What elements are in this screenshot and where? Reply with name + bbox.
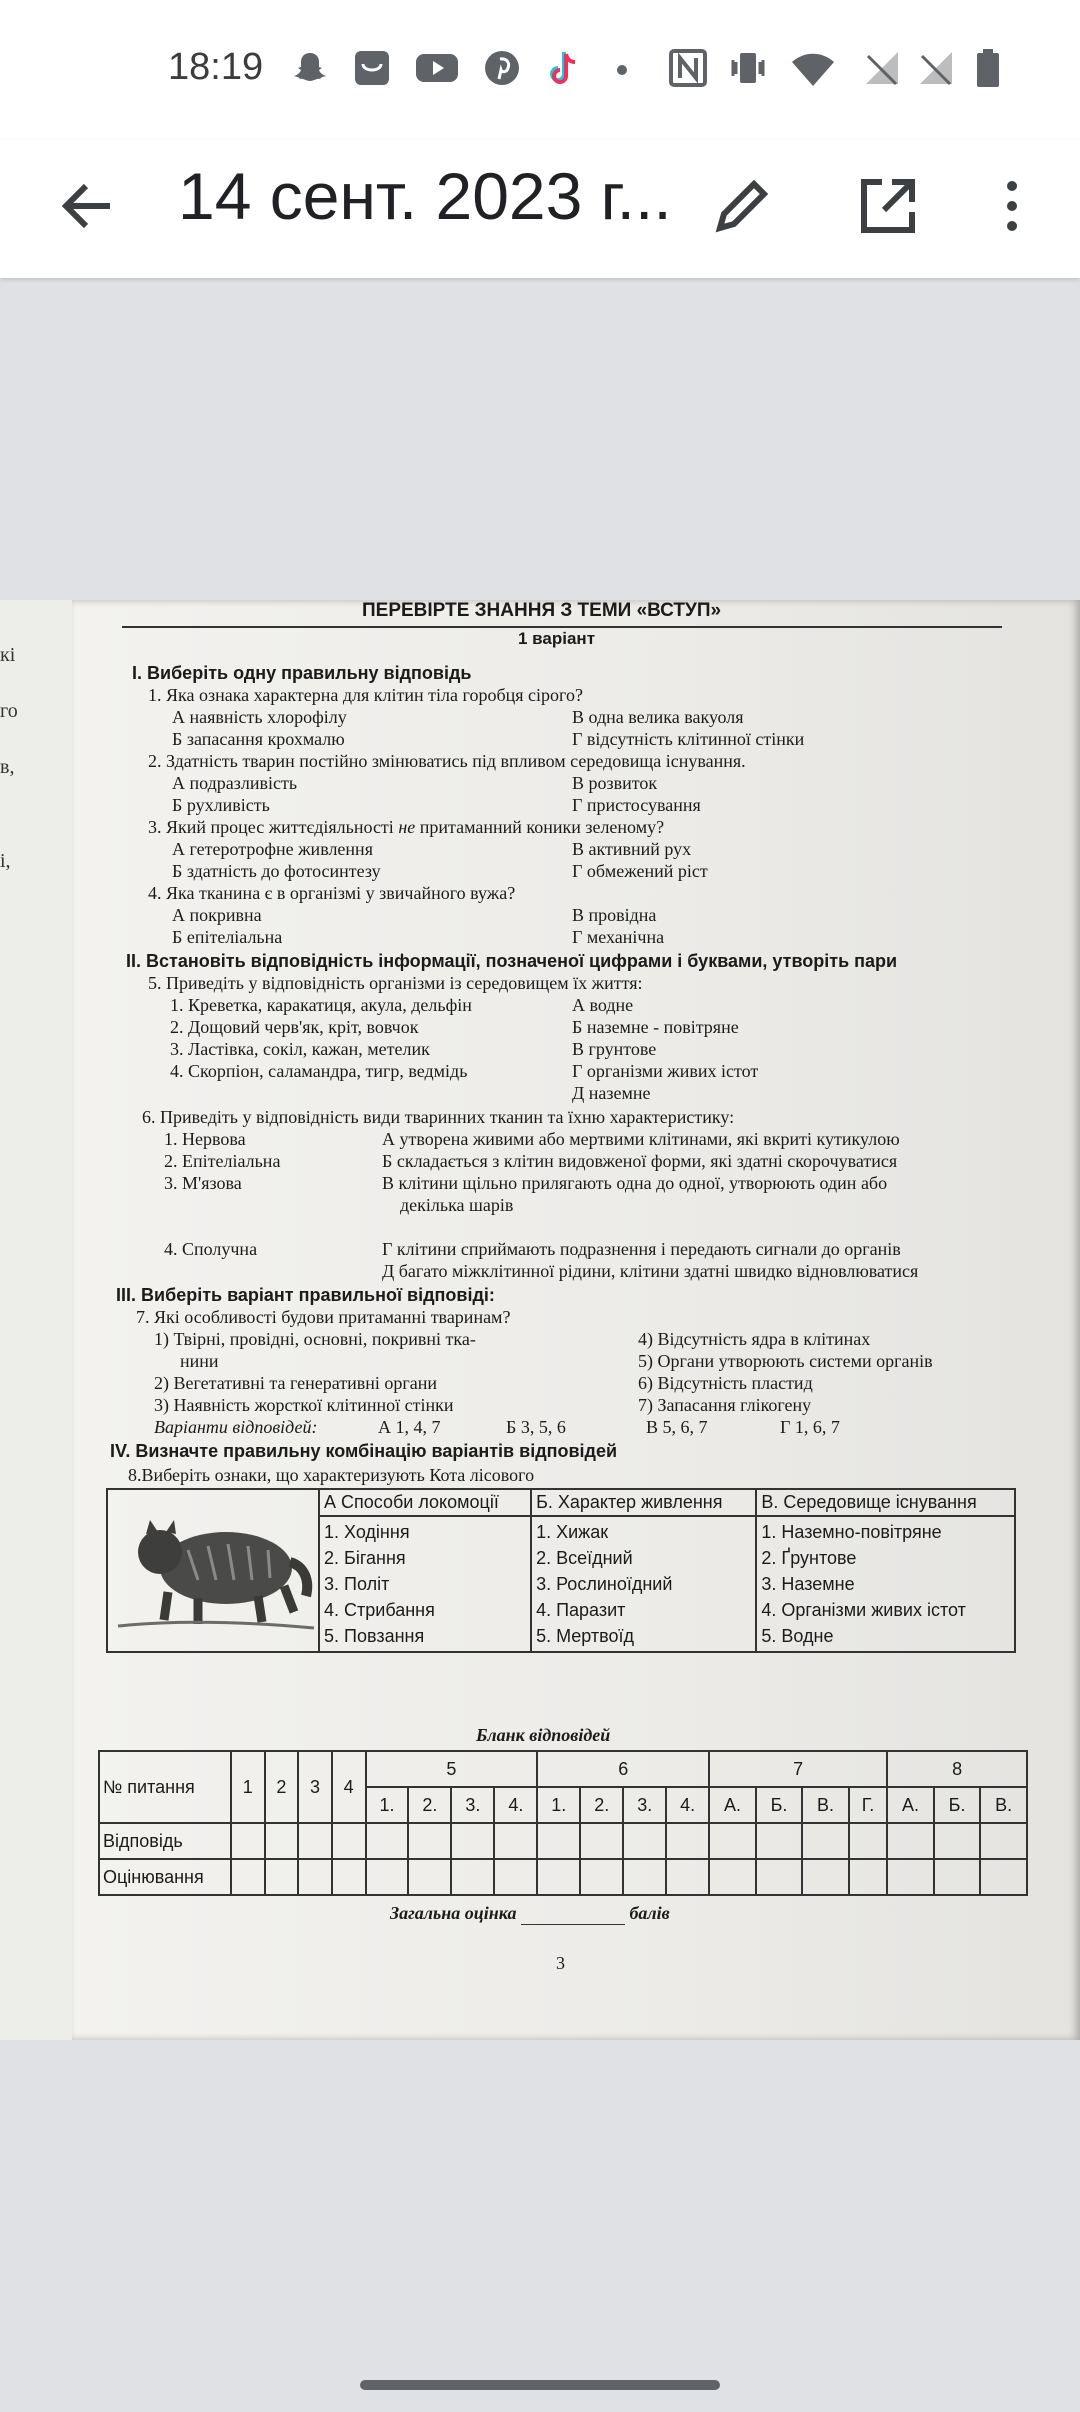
q4-option-b: Б епітеліальна	[172, 927, 283, 947]
nutrition-item: 5. Мертвоїд	[536, 1626, 635, 1646]
q-sub-cell: 1.	[537, 1787, 580, 1823]
variant-option: Г 1, 6, 7	[780, 1417, 840, 1437]
more-vert-icon[interactable]	[982, 170, 1042, 242]
left-page-edge	[0, 600, 72, 2040]
edit-pencil-icon[interactable]	[706, 170, 778, 242]
question-4: 4. Яка тканина є в організмі у звичайного вужа?	[148, 883, 516, 903]
left-page-fragment: кі	[0, 644, 16, 666]
q6-left-item: 2. Епітеліальна	[164, 1151, 281, 1171]
habitat-item: 3. Наземне	[761, 1574, 855, 1594]
total-blank-line	[521, 1902, 625, 1925]
nutrition-item: 3. Рослиноїдний	[536, 1574, 673, 1594]
q2-option-c: В розвиток	[572, 773, 658, 793]
worksheet-page	[72, 600, 1080, 2040]
question-1: 1. Яка ознака характерна для клітин тіла горобця сірого?	[148, 685, 583, 705]
question-5: 5. Приведіть у відповідність організми із середовищем їх життя:	[148, 973, 643, 993]
answer-cell	[537, 1823, 580, 1859]
q-sub-cell: Г.	[849, 1787, 887, 1823]
q6-right-item: декілька шарів	[400, 1195, 514, 1215]
answer-cell	[934, 1823, 980, 1859]
left-page-fragment: в,	[0, 756, 15, 778]
grade-cell	[451, 1859, 494, 1895]
answer-cell	[849, 1823, 887, 1859]
q7-right-item: 6) Відсутність пластид	[638, 1373, 813, 1393]
q6-left-item: 1. Нервова	[164, 1129, 246, 1149]
q-sub-cell: В.	[802, 1787, 849, 1823]
q7-left-item: 2) Вегетативні та генеративні органи	[154, 1373, 437, 1393]
nutrition-options	[531, 1516, 756, 1652]
q-sub-cell: А.	[709, 1787, 756, 1823]
grade-cell	[887, 1859, 934, 1895]
q1-option-d: Г відсутність клітинної стінки	[572, 729, 805, 749]
section-2-title: ІІ. Встановіть відповідність інформації, позначеної цифрами і буквами, утворіть пари	[126, 951, 898, 971]
q5-left-item: 3. Ластівка, сокіл, кажан, метелик	[170, 1039, 430, 1059]
answer-cell	[802, 1823, 849, 1859]
q5-left-item: 4. Скорпіон, саламандра, тигр, ведмідь	[170, 1061, 468, 1081]
grade-cell	[849, 1859, 887, 1895]
q1-option-a: А наявність хлорофілу	[172, 707, 347, 727]
question-7: 7. Які особливості будови притаманні тваринам?	[136, 1307, 511, 1327]
grade-cell	[494, 1859, 537, 1895]
question-2: 2. Здатність тварин постійно змінюватись під впливом середовища існування.	[148, 751, 746, 771]
q7-left-item: 1) Твірні, провідні, основні, покривні тка-	[154, 1329, 476, 1349]
question-8: 8.Виберіть ознаки, що характеризують Кота лісового	[128, 1465, 535, 1485]
answer-sheet-title: Бланк відповідей	[476, 1725, 611, 1745]
grade-cell	[623, 1859, 666, 1895]
q7-right-item: 5) Органи утворюють системи органів	[638, 1351, 933, 1371]
q7-right-item: 4) Відсутність ядра в клітинах	[638, 1329, 871, 1349]
q-group-cell: 8	[887, 1751, 1027, 1787]
grading-row	[99, 1859, 1027, 1895]
answer-cell	[580, 1823, 623, 1859]
habitat-item: 2. Ґрунтове	[761, 1548, 857, 1568]
question-3-emphasis: не	[398, 817, 416, 837]
q3-option-c: В активний рух	[572, 839, 692, 859]
q5-right-item: А водне	[572, 995, 634, 1015]
q1-option-c: В одна велика вакуоля	[572, 707, 744, 727]
left-page-fragment: і,	[0, 850, 11, 872]
back-arrow-icon[interactable]	[52, 170, 124, 242]
habitat-item: 4. Організми живих істот	[761, 1600, 966, 1620]
answer-cell	[494, 1823, 537, 1859]
q7-left-item: нини	[180, 1351, 219, 1371]
grade-cell	[980, 1859, 1027, 1895]
answer-cell	[980, 1823, 1027, 1859]
answer-cell	[265, 1823, 299, 1859]
nutrition-item: 2. Всеїдний	[536, 1548, 633, 1568]
status-bar	[0, 0, 1080, 140]
answer-cell	[756, 1823, 802, 1859]
locomotion-item: 2. Бігання	[324, 1548, 406, 1568]
no-signal-icon	[916, 48, 956, 88]
section-1-title: І. Виберіть одну правильну відповідь	[132, 663, 472, 683]
dot-icon	[612, 48, 632, 88]
q5-right-item: Д наземне	[572, 1083, 651, 1103]
q6-right-item: Б складається з клітин видовженої форми, які здатні скорочуватися	[382, 1151, 898, 1171]
answer-cell	[623, 1823, 666, 1859]
grade-cell	[580, 1859, 623, 1895]
nutrition-item: 1. Хижак	[536, 1522, 609, 1542]
q1-option-b: Б запасання крохмалю	[172, 729, 345, 749]
q-sub-cell: Б.	[934, 1787, 980, 1823]
grade-cell	[298, 1859, 332, 1895]
open-external-icon[interactable]	[852, 170, 924, 242]
q6-left-item: 3. М'язова	[164, 1173, 242, 1193]
q-sub-cell: 4.	[666, 1787, 709, 1823]
locomotion-item: 5. Повзання	[324, 1626, 425, 1646]
question-3-text: 3. Який процес життєдіяльності	[148, 817, 399, 837]
grade-cell	[408, 1859, 451, 1895]
grade-cell	[537, 1859, 580, 1895]
forest-cat-image-cell	[107, 1489, 319, 1652]
answer-cell	[709, 1823, 756, 1859]
q-group-cell: 6	[537, 1751, 709, 1787]
status-time: 18:19	[168, 46, 264, 88]
variant-option: Б 3, 5, 6	[506, 1417, 566, 1437]
variants-label: Варіанти відповідей:	[154, 1417, 318, 1437]
total-unit: балів	[629, 1903, 670, 1923]
habitat-item: 1. Наземно-повітряне	[761, 1522, 942, 1542]
grade-cell	[265, 1859, 299, 1895]
locomotion-item: 3. Політ	[324, 1574, 390, 1594]
grade-cell	[231, 1859, 265, 1895]
section-4-title: IV. Визначте правильну комбінацію варіантів відповідей	[110, 1441, 618, 1461]
habitat-item: 5. Водне	[761, 1626, 834, 1646]
q-number-cell: 1	[231, 1751, 265, 1823]
answer-sheet-table	[98, 1750, 1028, 1896]
q4-option-c: В провідна	[572, 905, 657, 925]
q4-option-d: Г механічна	[572, 927, 665, 947]
q4-option-a: А покривна	[172, 905, 262, 925]
question-8-table	[106, 1488, 1016, 1653]
grade-cell	[366, 1859, 409, 1895]
section-3-title: ІІІ. Виберіть варіант правильної відповіді:	[116, 1285, 495, 1305]
q3-option-a: А гетеротрофне живлення	[172, 839, 373, 859]
grade-cell	[934, 1859, 980, 1895]
grade-cell	[756, 1859, 802, 1895]
q5-right-item: Г організми живих істот	[572, 1061, 759, 1081]
left-page-fragment: го	[0, 700, 18, 722]
app-bar	[0, 140, 1080, 278]
q6-right-item: В клітини щільно прилягають одна до одної, утворюють один або	[382, 1173, 888, 1193]
vibrate-icon	[728, 48, 768, 88]
answer-cell	[408, 1823, 451, 1859]
answer-cell	[231, 1823, 265, 1859]
q-sub-cell: 2.	[580, 1787, 623, 1823]
gesture-nav-bar[interactable]	[360, 2380, 720, 2390]
answer-cell	[366, 1823, 409, 1859]
question-3	[148, 816, 664, 838]
q5-right-item: Б наземне - повітряне	[572, 1017, 739, 1037]
snapchat-icon	[290, 48, 330, 88]
pinterest-icon	[482, 48, 522, 88]
variant-label: 1 варіант	[518, 629, 596, 648]
q6-right-item: Г клітини сприймають подразнення і передають сигнали до органів	[382, 1239, 901, 1259]
q-sub-cell: В.	[980, 1787, 1027, 1823]
tiktok-icon	[542, 48, 582, 88]
q3-option-d: Г обмежений ріст	[572, 861, 708, 881]
grade-cell	[802, 1859, 849, 1895]
q6-right-item: Д багато міжклітинної рідини, клітини здатні швидко відновлюватися	[382, 1261, 919, 1281]
youtube-icon	[414, 48, 460, 88]
worksheet-header: ПЕРЕВІРТЕ ЗНАННЯ З ТЕМИ «ВСТУП»	[362, 600, 722, 621]
q6-left-item: 4. Сполучна	[164, 1239, 258, 1259]
q-group-cell: 7	[709, 1751, 887, 1787]
total-grade	[390, 1902, 670, 1925]
bundle-icon	[352, 48, 392, 88]
q-group-cell: 5	[366, 1751, 538, 1787]
wifi-icon	[790, 48, 836, 88]
variant-option: А 1, 4, 7	[378, 1417, 441, 1437]
answer-cell	[451, 1823, 494, 1859]
question-3-text: притаманний коники зеленому?	[415, 817, 665, 837]
q-sub-cell: 4.	[494, 1787, 537, 1823]
nutrition-item: 4. Паразит	[536, 1600, 626, 1620]
q5-right-item: В грунтове	[572, 1039, 657, 1059]
q6-right-item: А утворена живими або мертвими клітинами, які вкриті кутикулою	[382, 1129, 900, 1149]
locomotion-item: 1. Ходіння	[324, 1522, 410, 1542]
q3-option-b: Б здатність до фотосинтезу	[172, 861, 381, 881]
q5-left-item: 1. Креветка, каракатиця, акула, дельфін	[170, 995, 472, 1015]
q-number-cell: 4	[332, 1751, 366, 1823]
q-sub-cell: 3.	[451, 1787, 494, 1823]
answer-cell	[666, 1823, 709, 1859]
q5-left-item: 2. Дощовий черв'як, кріт, вовчок	[170, 1017, 419, 1037]
row-label-grading: Оцінювання	[99, 1859, 231, 1895]
answer-cell	[298, 1823, 332, 1859]
q7-right-item: 7) Запасання глікогену	[638, 1395, 812, 1415]
q-sub-cell: Б.	[756, 1787, 802, 1823]
no-signal-icon	[862, 48, 902, 88]
grade-cell	[666, 1859, 709, 1895]
table-head-locomotion: А Способи локомоції	[319, 1489, 531, 1516]
q2-option-d: Г пристосування	[572, 795, 701, 815]
locomotion-item: 4. Стрибання	[324, 1600, 435, 1620]
habitat-options	[756, 1516, 1015, 1652]
question-6: 6. Приведіть у відповідність види тваринних тканин та їхню характеристику:	[142, 1107, 735, 1127]
answer-cell	[332, 1823, 366, 1859]
q2-option-a: А подразливість	[172, 773, 298, 793]
row-label-answer: Відповідь	[99, 1823, 231, 1859]
q-number-cell: 2	[265, 1751, 299, 1823]
forest-cat-image	[108, 1490, 318, 1640]
locomotion-options	[319, 1516, 531, 1652]
total-label: Загальна оцінка	[390, 1903, 517, 1923]
q7-left-item: 3) Наявність жорсткої клітинної стінки	[154, 1395, 454, 1415]
q-sub-cell: А.	[887, 1787, 934, 1823]
answer-row	[99, 1823, 1027, 1859]
table-head-habitat: В. Середовище існування	[756, 1489, 1015, 1516]
battery-icon	[974, 48, 1002, 88]
q-sub-cell: 2.	[408, 1787, 451, 1823]
page-number: 3	[556, 1953, 565, 1973]
q-number-cell: 3	[298, 1751, 332, 1823]
photo-viewer[interactable]	[0, 600, 1080, 2040]
grade-cell	[709, 1859, 756, 1895]
q2-option-b: Б рухливість	[172, 795, 270, 815]
q-sub-cell: 3.	[623, 1787, 666, 1823]
app-title: 14 сент. 2023 г...	[178, 159, 672, 233]
grade-cell	[332, 1859, 366, 1895]
variant-option: В 5, 6, 7	[646, 1417, 708, 1437]
nfc-icon	[668, 48, 708, 88]
q-sub-cell: 1.	[366, 1787, 409, 1823]
table-head-nutrition: Б. Характер живлення	[531, 1489, 756, 1516]
answer-cell	[887, 1823, 934, 1859]
row-label-question: № питання	[99, 1751, 231, 1823]
